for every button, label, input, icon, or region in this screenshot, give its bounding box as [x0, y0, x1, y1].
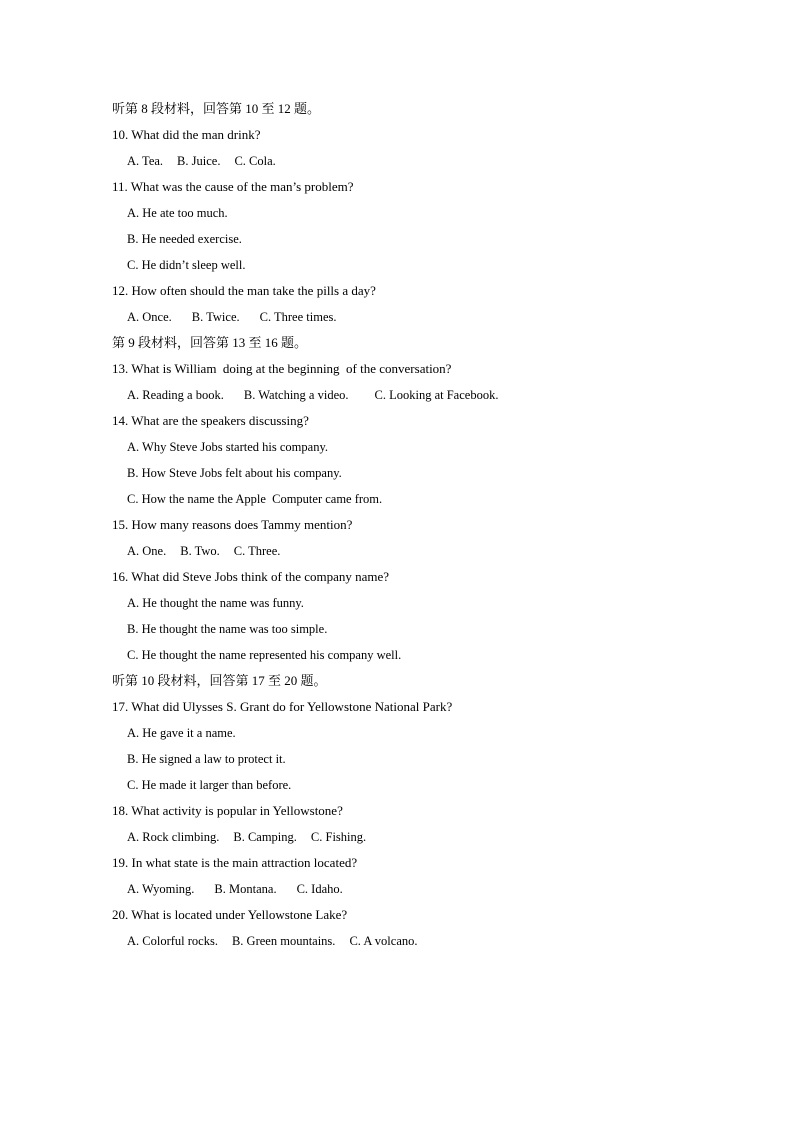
option-18-c[interactable]: C. Fishing. — [310, 830, 367, 844]
question-12: 12. How often should the man take the pills a day? — [112, 283, 376, 298]
question-10-options — [112, 150, 712, 176]
question-19-options — [112, 878, 712, 904]
option-12-a[interactable]: A. Once. — [127, 310, 172, 324]
option-15-a[interactable]: A. One. — [127, 544, 167, 558]
option-19-a[interactable]: A. Wyoming. — [127, 882, 195, 896]
question-13-options — [112, 384, 712, 410]
question-20: 20. What is located under Yellowstone Lake? — [112, 907, 348, 922]
question-14: 14. What are the speakers discussing? — [112, 413, 309, 428]
question-18: 18. What activity is popular in Yellowstone? — [112, 803, 343, 818]
option-16-c[interactable]: C. He thought the name represented his company well. — [127, 648, 402, 662]
option-20-a[interactable]: A. Colorful rocks. — [127, 934, 218, 948]
option-18-a[interactable]: A. Rock climbing. — [127, 830, 220, 844]
option-16-b[interactable]: B. He thought the name was too simple. — [127, 622, 328, 636]
option-13-a[interactable]: A. Reading a book. — [127, 388, 224, 402]
option-20-b[interactable]: B. Green mountains. — [231, 934, 336, 948]
section-heading-9: 第 9 段材料，回答第 13 至 16 题。 — [112, 335, 308, 350]
section-heading-8: 听第 8 段材料，回答第 10 至 12 题。 — [112, 101, 321, 116]
option-13-c[interactable]: C. Looking at Facebook. — [374, 388, 499, 402]
question-15: 15. How many reasons does Tammy mention? — [112, 517, 353, 532]
question-10: 10. What did the man drink? — [112, 127, 261, 142]
question-18-options — [112, 826, 712, 852]
option-10-b[interactable]: B. Juice. — [177, 154, 221, 168]
option-17-c[interactable]: C. He made it larger than before. — [127, 778, 292, 792]
section-heading-10: 听第 10 段材料，回答第 17 至 20 题。 — [112, 673, 327, 688]
question-12-options — [112, 306, 712, 332]
option-11-c[interactable]: C. He didn’t sleep well. — [127, 258, 246, 272]
option-14-c[interactable]: C. How the name the Apple Computer came from. — [127, 492, 383, 506]
option-15-b[interactable]: B. Two. — [180, 544, 220, 558]
option-16-a[interactable]: A. He thought the name was funny. — [127, 596, 304, 610]
listening-section — [112, 98, 712, 956]
option-17-a[interactable]: A. He gave it a name. — [127, 726, 236, 740]
option-11-a[interactable]: A. He ate too much. — [127, 206, 228, 220]
option-19-b[interactable]: B. Montana. — [214, 882, 277, 896]
option-12-c[interactable]: C. Three times. — [259, 310, 337, 324]
option-15-c[interactable]: C. Three. — [233, 544, 281, 558]
option-20-c[interactable]: C. A volcano. — [349, 934, 418, 948]
option-17-b[interactable]: B. He signed a law to protect it. — [127, 752, 286, 766]
option-14-a[interactable]: A. Why Steve Jobs started his company. — [127, 440, 329, 454]
option-10-a[interactable]: A. Tea. — [127, 154, 164, 168]
question-16: 16. What did Steve Jobs think of the company name? — [112, 569, 390, 584]
option-11-b[interactable]: B. He needed exercise. — [127, 232, 242, 246]
option-14-b[interactable]: B. How Steve Jobs felt about his company. — [127, 466, 342, 480]
question-19: 19. In what state is the main attraction located? — [112, 855, 358, 870]
option-18-b[interactable]: B. Camping. — [233, 830, 297, 844]
question-17: 17. What did Ulysses S. Grant do for Yellowstone National Park? — [112, 699, 453, 714]
option-10-c[interactable]: C. Cola. — [234, 154, 276, 168]
option-19-c[interactable]: C. Idaho. — [296, 882, 343, 896]
question-13: 13. What is William doing at the beginning of the conversation? — [112, 361, 452, 376]
question-20-options — [112, 930, 712, 956]
option-12-b[interactable]: B. Twice. — [191, 310, 240, 324]
question-11: 11. What was the cause of the man’s problem? — [112, 179, 354, 194]
question-15-options — [112, 540, 712, 566]
option-13-b[interactable]: B. Watching a video. — [243, 388, 349, 402]
